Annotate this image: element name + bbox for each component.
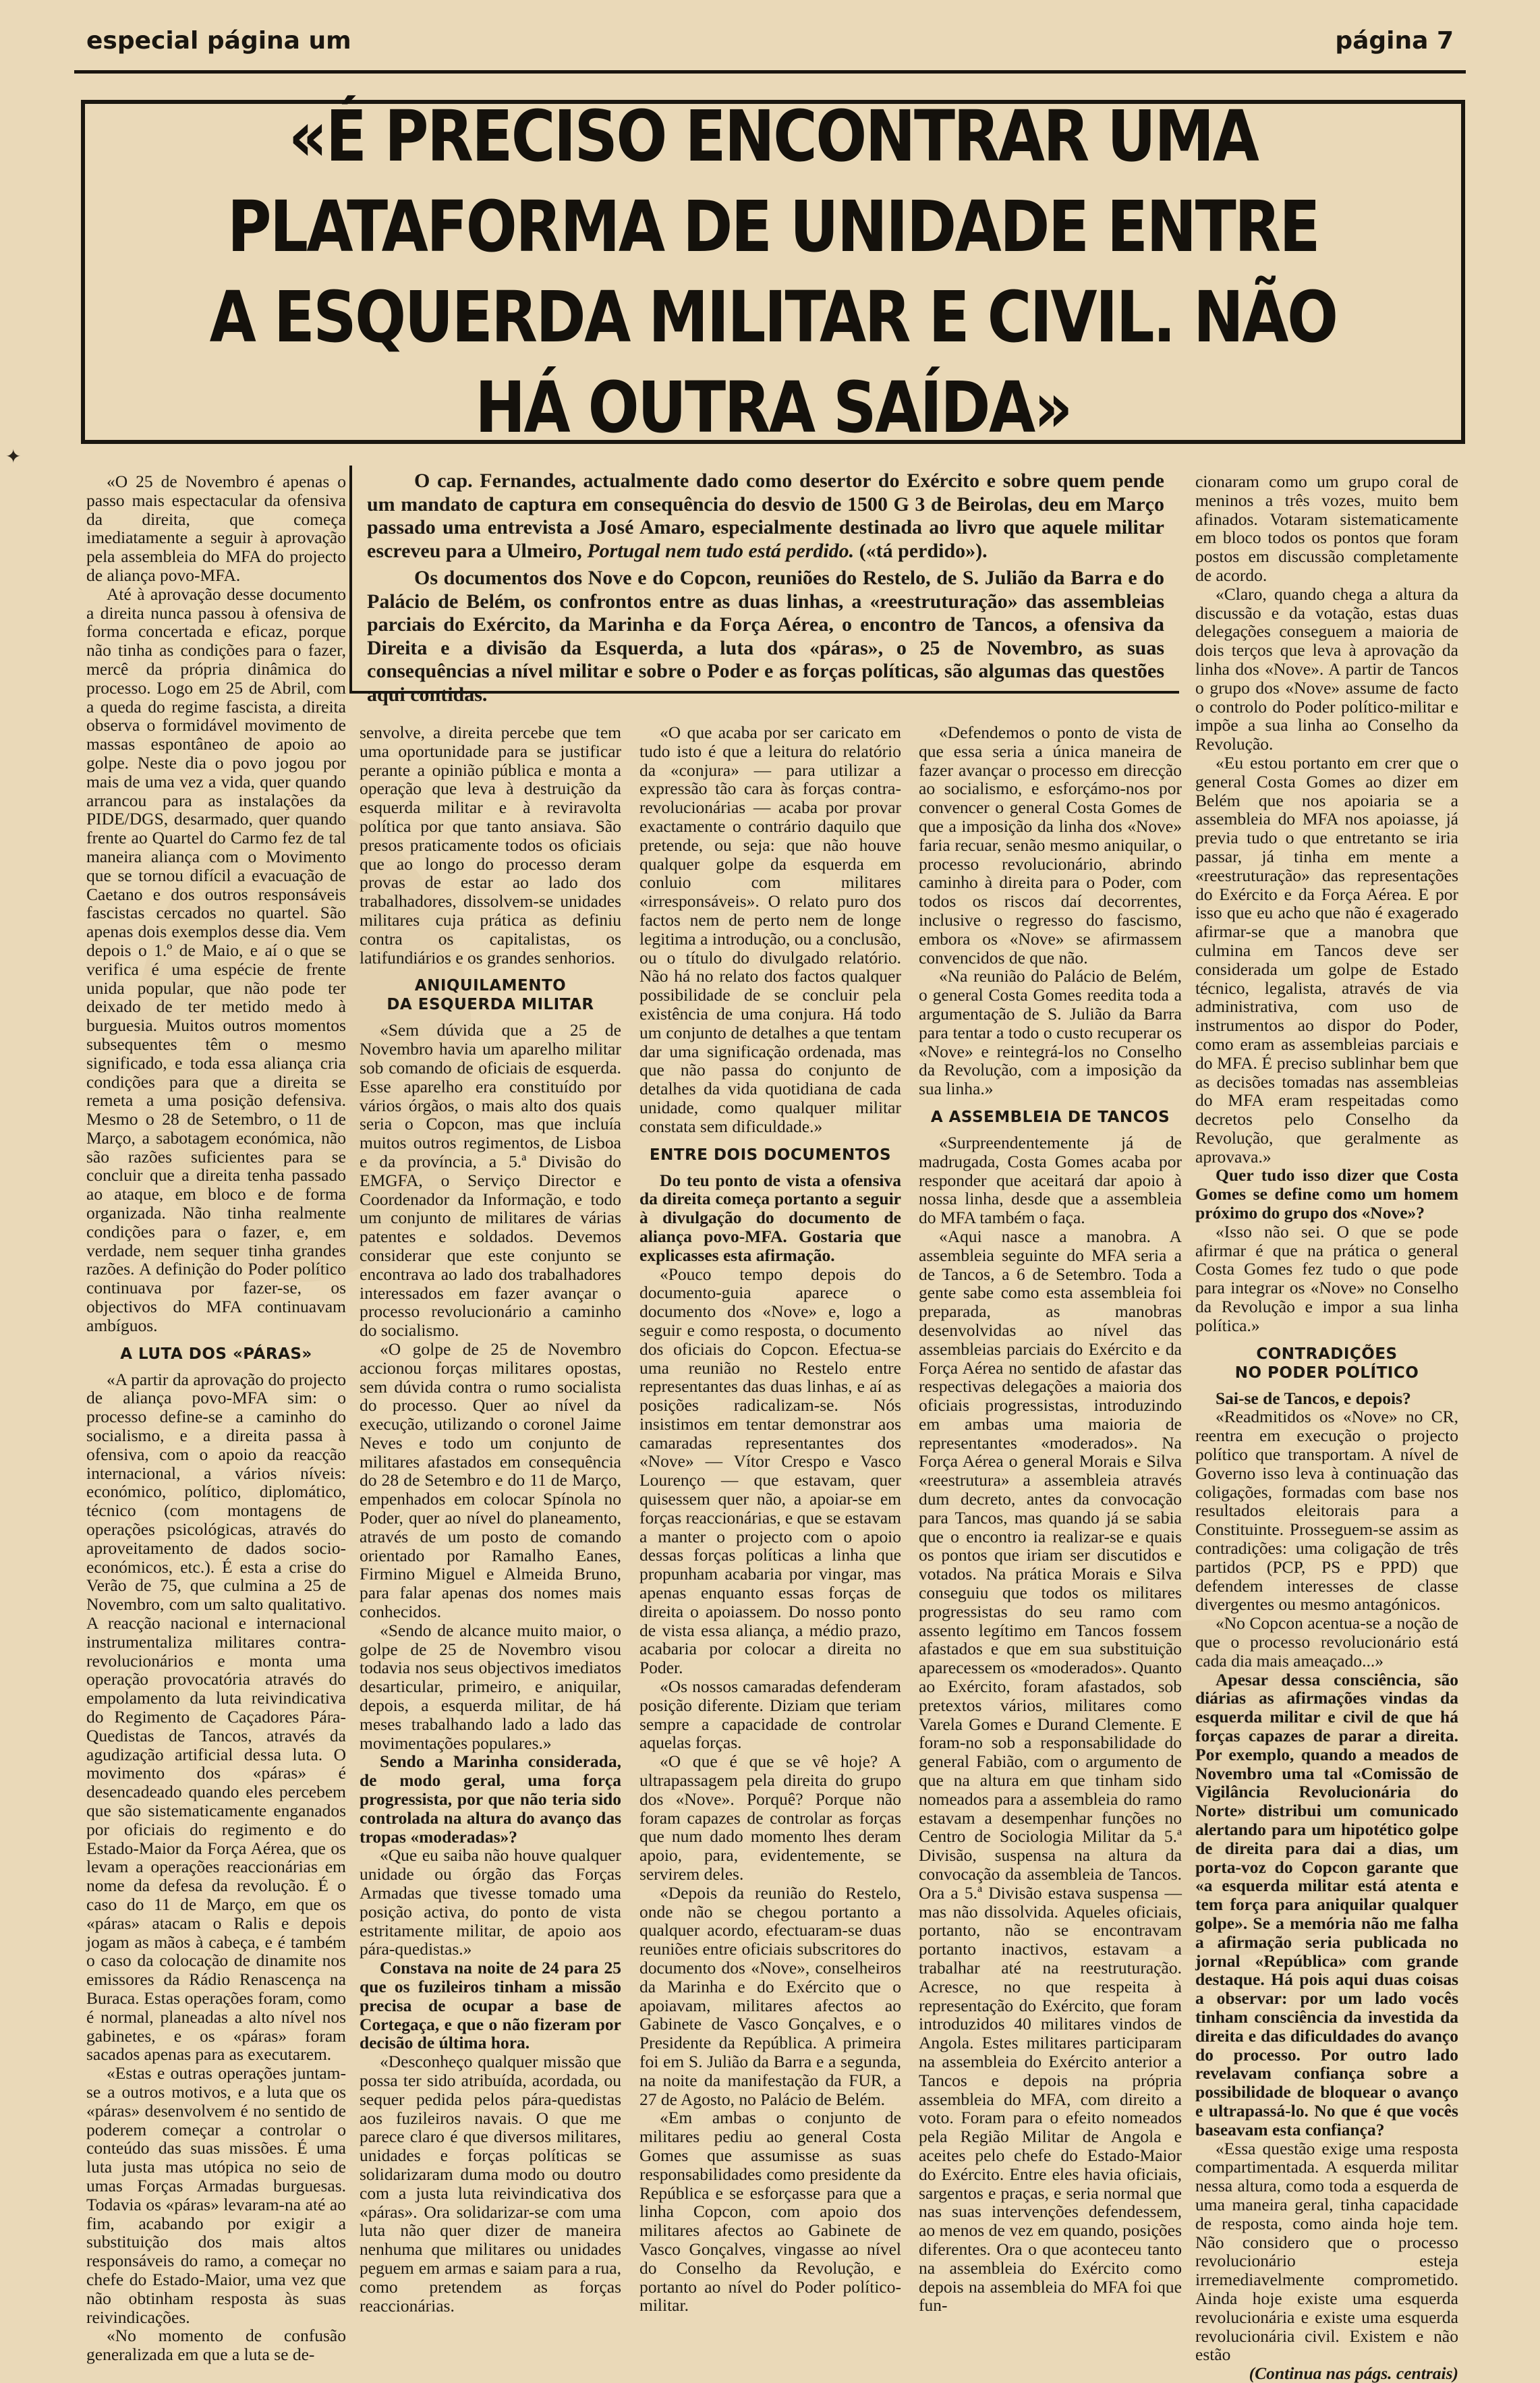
paragraph: «Defendemos o ponto de vista de que essa seria a única maneira de fazer avançar o processo em direcção ao socialismo, e esforçámo-nos por convencer o general Costa Gomes de que a imposição da linha dos «Nove» faria recuar, senão mesmo aniquilar, o processo revolucionário, abrindo caminho à direita para o Poder, com todos os riscos daí decorrentes, inclusive o regresso do fascismo, embora os «Nove» se afirmassem convencidos de que não. [919,723,1182,968]
paragraph: «Essa questão exige uma resposta compartimentada. A esquerda militar nessa altura, como toda a esquerda de uma maneira geral, tinha capacidade de resposta, como ainda hoje tem. Não considero que o processo revolucionário esteja irremediavelmente comprometido. Ainda hoje existe uma esquerda revolucionária e existe uma esquerda revolucionária civil. Existem e não estão [1195,2138,1458,2365]
paragraph: «A partir da aprovação do projecto de aliança povo-MFA sim: o processo define-se a caminho do socialismo, e a direita passa à ofensiva, com o apoio da reacção internacional, a vários níveis: económico, político, diplomático, técnico (com montagens de operações psicológicas, através do aproveitamento de dados socio-económicos, etc.). É esta a crise do Verão de 75, que culmina a 25 de Novembro, com um salto qualitativo. A reacção nacional e internacional instrumentaliza militares contra-revolucionários e monta uma operação provocatória através do empolamento da luta reivindicativa do Regimento de Caçadores Pára-Quedistas de Tancos, através da agudização artificial dessa luta. O movimento dos «páras» é desencadeado quando eles percebem que são sistematicamente enganados por oficiais do regimento e do Estado-Maior da Força Aérea, que os levam a operações reaccionárias em nome da defesa da revolução. É o caso do 11 de Março, em que os «páras» atacam o Ralis e depois jogam as mãos à cabeça, e é também o caso da colocação de dinamite nos emissores da Rádio Renascença na Buraca. Estas operações foram, como é normal, planeadas a alto nível nos gabinetes, e os «páras» foram sacados apenas para as executarem. [86,1369,346,2065]
column-5 [1195,472,1458,2383]
column-4 [919,723,1182,2316]
paragraph: «Pouco tempo depois do documento-guia aparece o documento dos «Nove» e, logo a seguir e como resposta, o documento dos oficiais do Copcon. Efectua-se uma reunião no Restelo entre representantes das duas linhas, e aí as posições radicalizam-se. Nós insistimos em tentar demonstrar aos camaradas representantes dos «Nove» — Vítor Crespo e Vasco Lourenço — que estavam, quer quisessem quer não, a apoiar-se em forças reaccionárias, e que se estavam a manter o projecto com o apoio dessas forças políticas a linha que propunham acabaria por vingar, mas apenas enquanto essas forças de direita o apoiassem. Do nosso ponto de vista essa aliança, a médio prazo, acabaria por colocar a direita no Poder. [639,1264,901,1678]
column-2 [360,723,621,2316]
paragraph: «O golpe de 25 de Novembro accionou forças militares opostas, sem dúvida contra o rumo socialista do processo. Quer ao nível da execução, utilizando o coronel Jaime Neves e todo um conjunto de militares afastados em consequência do 28 de Setembro e do 11 de Março, empenhados em colocar Spínola no Poder, quer ao nível do planeamento, através de um posto de comando orientado por Ramalho Eanes, Firmino Miguel e Almeida Bruno, para falar apenas dos nomes mais conhecidos. [360,1339,621,1622]
paragraph: «Eu estou portanto em crer que o general Costa Gomes ao dizer em Belém que nos apoiaria se a assembleia do MFA nos apoiasse, já previa tudo o que entretanto se iria passar, já tinha em mente a «reestruturação» das representações do Exército e da Força Aérea. E por isso que eu acho que não é exagerado afirmar-se que a manobra que culmina em Tancos deve ser considerada um golpe de Estado técnico, legalista, através de via administrativa, com uso de instrumentos ao dispor do Poder, como eram as assembleias parciais e do MFA. É preciso sublinhar bem que as decisões tomadas nas assembleias do MFA eram respeitadas como decretos pelo Conselho da Revolução, que geralmente as aprovava.» [1195,752,1458,1167]
interview-question: Sendo a Marinha considerada, de modo geral, uma força progressista, por que não teria sido controlada na altura do avanço das tropas «moderadas»? [360,1751,621,1847]
column-1 [86,472,346,2365]
paragraph: «Surpreendentemente já de madrugada, Costa Gomes acaba por responder que aceitará dar apoio à nossa linha, desde que a assembleia do MFA também o faça. [919,1132,1182,1228]
interview-question: Quer tudo isso dizer que Costa Gomes se define como um homem próximo do grupo dos «Nove»? [1195,1165,1458,1223]
paragraph: «Claro, quando chega a altura da discussão e da votação, estas duas delegações conseguem a maioria de dois terços que leva à aprovação da linha dos «Nove». A partir de Tancos o grupo dos «Nove» assume de facto o controlo do Poder político-militar e impõe a sua linha ao Conselho da Revolução. [1195,584,1458,754]
paragraph: «Desconheço qualquer missão que possa ter sido atribuída, acordada, ou sequer pedida pelos pára-quedistas aos fuzileiros navais. O que me parece claro é que diversos militares, unidades e forças políticas se solidarizaram duma modo ou doutro com a justa luta reivindicativa dos «páras». Ora solidarizar-se com uma luta não quer dizer de maneira nenhuma que militares ou unidades peguem em armas e saiam para a rua, como pretendem as forças reaccionárias. [360,2052,621,2316]
paragraph: «Estas e outras operações juntam-se a outros motivos, e a luta que os «páras» desenvolvem é no sentido de poderem começar a controlar o conteúdo das suas missões. É uma luta justa mas utópica no seio de umas Forças Armadas burguesas. Todavia os «páras» levaram-na até ao fim, acabando por exigir a substituição dos mais altos responsáveis do ramo, a começar no chefe do Estado-Maior, uma vez que não obtinham resposta às suas reivindicações. [86,2063,346,2327]
continuation-note: (Continua nas págs. centrais) [1249,2363,1458,2383]
subheading: A LUTA DOS «PÁRAS» [120,1345,312,1363]
paragraph: «Na reunião do Palácio de Belém, o general Costa Gomes reedita toda a argumentação de S. Julião da Barra para tentar a todo o custo recuperar os «Nove» e reintegrá-los no Conselho da Revolução, com a imposição da sua linha.» [919,966,1182,1099]
headline: «É PRECISO ENCONTRAR UMA PLATAFORMA DE UNIDADE ENTRE A ESQUERDA MILITAR E CIVIL. NÃO HÁ OUTRA SAÍDA» [209,95,1337,449]
subheading-line: NO PODER POLÍTICO [1234,1364,1419,1382]
subheading: A ASSEMBLEIA DE TANCOS [930,1108,1170,1126]
paragraph: «O 25 de Novembro é apenas o passo mais espectacular da ofensiva da direita, que começa imediatamente a seguir à aprovação pela assembleia do MFA do projecto de aliança povo-MFA. [86,472,346,585]
interview-question: Sai-se de Tancos, e depois? [1216,1388,1411,1408]
interview-question: Constava na noite de 24 para 25 que os fuzileiros tinham a missão precisa de ocupar a base de Cortegaça, e que o não fizeram por decisão de última hora. [360,1958,621,2053]
intro-paragraph [367,470,1164,563]
subheading-line: ANIQUILAMENTO [414,977,567,995]
paragraph: «Sendo de alcance muito maior, o golpe de 25 de Novembro visou todavia nos seus objectivos imediatos desarticular, primeiro, e aniquilar, depois, a esquerda militar, de há meses trabalhando lado a lado das movimentações populares.» [360,1620,621,1753]
paragraph: «Os nossos camaradas defenderam posição diferente. Diziam que teriam sempre a capacidade de controlar aquelas forças. [639,1677,901,1753]
subheading [1195,1345,1458,1382]
paragraph: «Aqui nasce a manobra. A assembleia seguinte do MFA seria a de Tancos, a 6 de Setembro. Toda a gente sabe como esta assembleia foi preparada, as manobras desenvolvidas ao nível das assembleias parciais do Exército e da Força Aérea no sentido de afastar das respectivas delegações a maioria dos oficiais progressistas, introduzindo em ambas uma maioria de representantes «moderados». Na Força Aérea o general Morais e Silva «reestrutura» a assembleia através dum decreto, antes da convocação para Tancos, mas quando já se sabia que o encontro ia realizar-se e quais os pontos que iriam ser discutidos e votados. Na prática Morais e Silva conseguiu que todos os militares progressistas do seu ramo com assento legítimo em Tancos fossem afastados e que em sua substituição aparecessem os «moderados». Quanto ao Exército, foram afastados, sob pretextos vários, militares como Varela Gomes e Durand Clemente. E foram-no sob a responsabilidade do general Fabião, com o argumento de que na altura em que tinham sido nomeados para a assembleia do ramo estavam a desempenhar funções no Centro de Sociologia Militar da 5.ª Divisão, suspensa na altura da convocação da assembleia de Tancos. Ora a 5.ª Divisão estava suspensa — mas não dissolvida. Aqueles oficiais, portanto, não se encontravam portanto inactivos, estavam a trabalhar até na reestruturação. Acresce, no que respeita à representação do Exército, que foram introduzidos 40 militares vindos de Angola. Estes militares participaram na assembleia do Exército anterior a Tancos e depois na própria assembleia do MFA, com direito a voto. Foram para o efeito nomeados pela Região Militar de Angola e aceites pelo chefe do Estado-Maior do Exército. Entre eles havia oficiais, sargentos e praças, e seria normal que nas suas intervenções defendessem, ao menos de vez em quando, posições diferentes. Ora o que aconteceu tanto na assembleia do Exército como depois na assembleia do MFA foi que fun- [919,1226,1182,2316]
interview-question: Do teu ponto de vista a ofensiva da direita começa portanto a seguir à divulgação do documento de aliança povo-MFA. Gostaria que explicasses esta afirmação. [639,1170,901,1265]
page-number: página 7 [1335,27,1454,55]
paragraph: «Em ambas o conjunto de militares pediu ao general Costa Gomes que assumisse as suas responsabilidades como presidente da República e se esforçasse para que a linha Copcon, com apoio dos militares afectos ao Gabinete de Vasco Gonçalves, vingasse ao nível do Conselho da Revolução, e portanto ao nível do Poder político-militar. [639,2108,901,2316]
paragraph: «No Copcon acentua-se a noção de que o processo revolucionário está cada dia mais ameaçado...» [1195,1613,1458,1671]
subheading: ENTRE DOIS DOCUMENTOS [649,1146,892,1164]
subheading-line: CONTRADIÇÕES [1256,1345,1398,1363]
margin-mark: ✦ [5,447,22,468]
subheading [360,976,621,1014]
paragraph: cionaram como um grupo coral de meninos a três vozes, muito bem afinados. Votaram sistematicamente em bloco todos os pontos que foram postos em discussão completamente de acordo. [1195,472,1458,585]
subheading-line: DA ESQUERDA MILITAR [387,996,594,1014]
intro-text: O cap. Fernandes, actualmente dado como desertor do Exército e sobre quem pende um mandato de captura em consequência do desvio de 1500 G 3 de Beirolas, deu em Março passado uma entrevista a José Amaro, especialmente destinada ao livro que aquele militar escreveu para a Ulmeiro, [367,470,1164,562]
column-3 [639,723,901,2316]
interview-question: Apesar dessa consciência, são diárias as afirmações vindas da esquerda militar e civil de que há forças capazes de parar a direita. Por exemplo, quando a meados de Novembro uma tal «Comissão de Vigilância Revolucionária do Norte» distribui um comunicado alertando para um hipotético golpe de direita para dai a dias, um porta-voz do Copcon garante que «a esquerda militar está atenta e tem força para aniquilar qualquer golpe». Se a memória não me falha a afirmação seria publicada no jornal «República» com grande destaque. Há pois aqui duas coisas a observar: por um lado vocês tinham consciência da investida da direita e das dificuldades do avanço do processo. Por outro lado revelavam confiança sobre a possibilidade de bloquear o avanço e ultrapassá-lo. No que é que vocês baseavam esta confiança? [1195,1669,1458,2139]
paragraph: «Que eu saiba não houve qualquer unidade ou órgão das Forças Armadas que tivesse tomado uma posição activa, do ponto de vista estritamente militar, de apoio aos pára-quedistas.» [360,1845,621,1959]
paragraph: «Depois da reunião do Restelo, onde não se chegou portanto a qualquer acordo, efectuaram-se duas reuniões entre oficiais subscritores do documento dos «Nove», conselheiros da Marinha e do Exército que o apoiavam, militares afectos ao Gabinete de Vasco Gonçalves, e o Presidente da República. A primeira foi em S. Julião da Barra e a segunda, na noite da manifestação da FUR, a 27 de Agosto, no Palácio de Belém. [639,1882,901,2109]
paragraph: Até à aprovação desse documento a direita nunca passou à ofensiva de forma concertada e eficaz, porque não tinha as condições para o fazer, mercê da própria dinâmica do processo. Logo em 25 de Abril, com a queda do regime fascista, a direita observa o formidável movimento de massas espontâneo de apoio ao golpe. Neste dia o povo jogou por mais de uma vez a vida, quer quando arrancou para as instalações da PIDE/DGS, desarmado, quer quando frente ao Quartel do Carmo fez de tal maneira aliança com o Movimento que se tornou difícil a evacuação de Caetano e dos outros responsáveis fascistas cercados no quartel. São apenas dois exemplos desse dia. Vem depois o 1.º de Maio, e aí o que se verifica é uma espécie de frente unida popular, que não pode ter deixado de ter metido medo à burguesia. Muitos outros momentos subsequentes têm o mesmo significado, e toda essa aliança cria condições para que a direita se remeta a uma posição defensiva. Mesmo o 28 de Setembro, o 11 de Março, a sabotagem económica, não são razões suficientes para se concluir que a direita tenha passado ao ataque, em bloco e de forma organizada. Não tinha realmente condições para o fazer, e, em verdade, nem sequer tinha grandes razões. A definição do Poder político continuava por fazer-se, os objectivos do MFA continuavam ambíguos. [86,584,346,1335]
paragraph: «Readmitidos os «Nove» no CR, reentra em execução o projecto político que transportam. A nível de Governo isso leva à continuação das coligações, formadas com base nos resultados eleitorais para a Constituinte. Prosseguem-se assim as contradições: uma coligação de três partidos (PCP, PS e PPD) que defendem interesses de classe divergentes ou mesmo antagónicos. [1195,1407,1458,1615]
paragraph: «O que é que se vê hoje? A ultrapassagem pela direita do grupo dos «Nove». Porquê? Porque não foram capazes de controlar as forças que num dado momento lhes deram apoio, para, evidentemente, se servirem deles. [639,1751,901,1884]
top-rule [74,70,1466,74]
paragraph: «O que acaba por ser caricato em tudo isto é que a leitura do relatório da «conjura» — para utilizar a expressão tão cara às forças contra-revolucionárias — acaba por provar exactamente o contrário daquilo que pretende, ou seja: que não houve qualquer golpe da esquerda em conluio com militares «irresponsáveis». O relato puro dos factos nem de perto nem de longe legitima a introdução, ou a conclusão, ou o título do divulgado relatório. Não há no relato dos factos qualquer possibilidade de se concluir pela existência de uma conjura. Há todo um conjunto de detalhes a que tentam dar uma significação ordenada, mas que não passa do conjunto de detalhes da vida quotidiana de cada unidade, como qualquer militar constata sem dificuldade.» [639,723,901,1136]
paragraph: «Sem dúvida que a 25 de Novembro havia um aparelho militar sob comando de oficiais de esquerda. Esse aparelho era constituído por vários órgãos, o mais alto dos quais seria o Copcon, mas que incluía muitos outros regimentos, de Lisboa e da província, a 5.ª Divisão do EMGFA, o Serviço Director e Coordenador da Informação, e todo um conjunto de militares de várias patentes e soldados. Devemos considerar que este conjunto se encontrava ao lado dos trabalhadores interessados em fazer avançar o processo revolucionário a caminho do socialismo. [360,1020,621,1341]
intro-paragraph: Os documentos dos Nove e do Copcon, reuniões do Restelo, de S. Julião da Barra e do Palácio de Belém, os confrontos entre as duas linhas, a «reestruturação» das assembleias parciais do Exército, da Marinha e da Força Aérea, o encontro de Tancos, a ofensiva da Direita e a divisão da Esquerda, a luta dos «páras», o 25 de Novembro, as suas consequências a nível militar e sobre o Poder e as forças políticas, são algumas das questões aqui contidas. [367,567,1164,706]
intro-text: («tá perdido»). [859,539,988,562]
paragraph: «Isso não sei. O que se pode afirmar é que na prática o general Costa Gomes fez tudo o que pode para integrar os «Nove» no Conselho da Revolução e impor a sua linha política.» [1195,1221,1458,1335]
paragraph: «No momento de confusão generalizada em que a luta se de- [86,2326,346,2365]
paragraph: senvolve, a direita percebe que tem uma oportunidade para se justificar perante a opinião pública e monta a operação que leva à destruição da esquerda militar e à reviravolta política por que tanto ansiava. São presos praticamente todos os oficiais que ao longo do processo deram provas de estar ao lado dos trabalhadores, dissolvem-se unidades militares cuja prática as definiu contra os capitalistas, os latifundiários e os grandes senhorios. [360,723,621,968]
intro-box [349,466,1179,706]
section-label: especial página um [86,27,351,55]
book-title: Portugal nem tudo está perdido. [587,539,855,562]
headline-box [81,95,1465,449]
